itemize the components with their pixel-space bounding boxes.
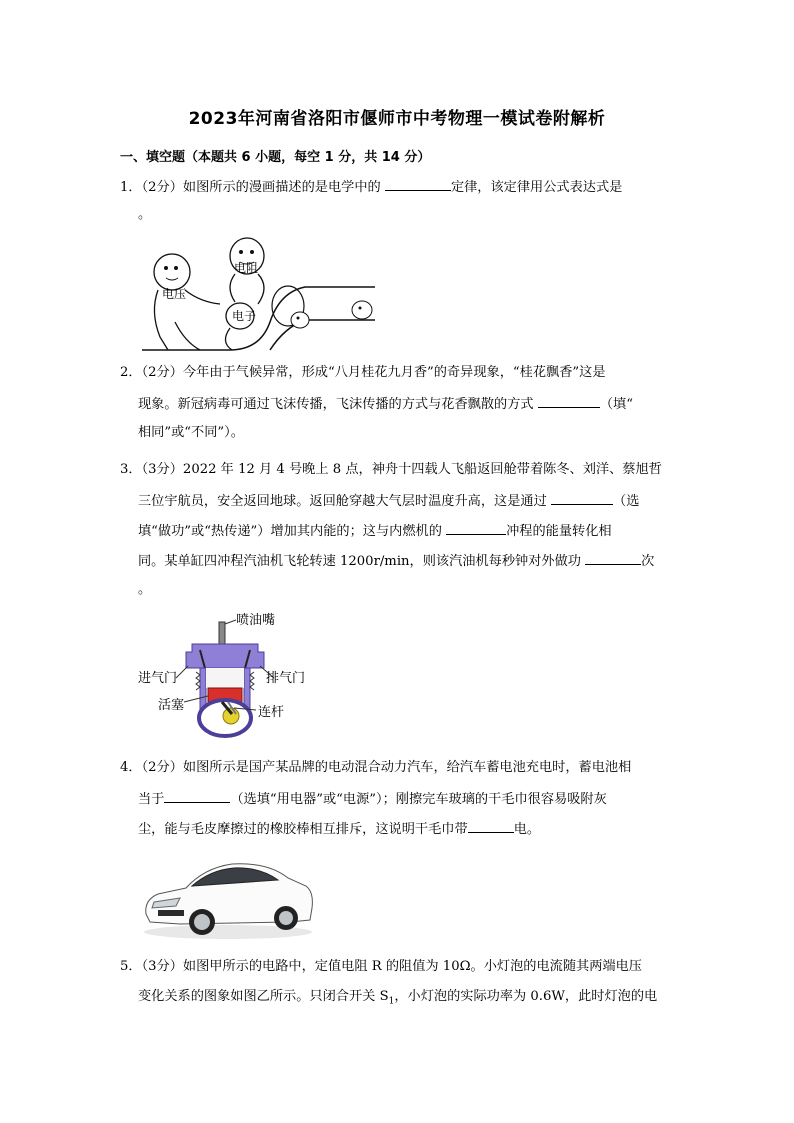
question-4-number: 4． — [120, 760, 142, 775]
question-4-line-3 — [138, 818, 540, 840]
question-3-text-b: 三位宇航员，安全返回地球。返回舱穿越大气层时温度升高，这是通过 — [138, 494, 552, 509]
question-5-subscript: 1 — [388, 996, 395, 1007]
question-5-line-2 — [138, 987, 657, 1012]
label-injector: 喷油嘴 — [236, 613, 276, 628]
label-exhaust-valve: 排气门 — [266, 671, 306, 686]
question-4-text-d: 尘，能与毛皮摩擦过的橡胶棒相互排斥，这说明干毛巾带 — [138, 822, 468, 837]
question-3-blank-3[interactable] — [585, 550, 641, 565]
question-2-text-c: （填“ — [599, 397, 633, 412]
question-1-text-b: 定律，该定律用公式表达式是 — [450, 180, 623, 195]
question-4-text-e: 电。 — [513, 822, 541, 837]
label-piston: 活塞 — [158, 698, 185, 713]
figure-label-voltage: 电压 — [162, 287, 187, 301]
question-3-text-g: 次 — [641, 554, 655, 569]
question-1-line-1 — [120, 176, 622, 198]
question-3-line-5 — [138, 580, 151, 600]
question-4-text-c: （选填“用电器”或“电源”）；刚擦完车玻璃的干毛巾很容易吸附灰 — [230, 792, 607, 807]
question-2-text-d: 相同”或“不同”）。 — [138, 425, 244, 440]
question-3-blank-2[interactable] — [446, 520, 506, 535]
question-2-line-1 — [120, 363, 606, 383]
question-5-text-a: （3分）如图甲所示的电路中，定值电阻 R 的阻值为 10Ω。小灯泡的电流随其两端电压 — [141, 959, 642, 974]
question-3-text-d: 填“做功”或“热传递”）增加其内能的；这与内燃机的 — [138, 524, 447, 539]
question-4-blank-2[interactable] — [468, 818, 514, 833]
question-3-text-e: 冲程的能量转化相 — [506, 524, 612, 539]
hybrid-car-image — [140, 852, 315, 942]
question-5-text-c: ，小灯泡的实际功率为 0.6W，此时灯泡的电 — [394, 989, 658, 1004]
figure-label-resistance: 电阻 — [234, 261, 259, 275]
label-connecting-rod: 连杆 — [258, 705, 285, 720]
document-title: 2023年河南省洛阳市偃师市中考物理一模试卷附解析 — [188, 109, 606, 129]
question-1-number: 1． — [120, 180, 142, 195]
question-1-line-2 — [138, 205, 151, 225]
ohms-law-cartoon-figure — [140, 232, 375, 354]
question-2-line-3 — [138, 423, 244, 443]
question-4-line-1 — [120, 758, 631, 778]
question-5-line-1 — [120, 957, 642, 977]
label-intake-valve: 进气门 — [138, 671, 178, 686]
question-2-text-b: 现象。新冠病毒可通过飞沫传播，飞沫传播的方式与花香飘散的方式 — [138, 397, 538, 412]
question-3-text-c: （选 — [613, 494, 640, 509]
question-1-text-a: （2分）如图所示的漫画描述的是电学中的 — [141, 180, 385, 195]
question-4-line-2 — [138, 788, 607, 810]
question-5-text-b: 变化关系的图象如图乙所示。只闭合开关 S — [138, 989, 389, 1004]
question-1-blank-1[interactable] — [385, 176, 451, 191]
question-4-text-b: 当于 — [138, 792, 165, 807]
question-2-line-2 — [138, 393, 633, 415]
question-4-text-a: （2分）如图所示是国产某品牌的电动混合动力汽车，给汽车蓄电池充电时，蓄电池相 — [141, 760, 632, 775]
question-3-text-a: （3分）2022 年 12 月 4 号晚上 8 点，神舟十四载人飞船返回舱带着陈冬、刘洋、蔡旭哲 — [141, 462, 662, 477]
question-2-text-a: （2分）今年由于气候异常，形成“八月桂花九月香”的奇异现象，“桂花飘香”这是 — [141, 365, 606, 380]
section-heading: 一、填空题（本题共 6 小题，每空 1 分，共 14 分） — [120, 150, 431, 165]
question-2-blank-1[interactable] — [538, 393, 600, 408]
question-2-number: 2． — [120, 365, 142, 380]
question-3-line-2 — [138, 490, 639, 512]
question-1-end: 。 — [138, 207, 152, 222]
engine-cylinder-figure — [136, 610, 316, 745]
question-3-line-3 — [138, 520, 612, 542]
figure-label-electron: 电子 — [232, 309, 257, 323]
question-3-line-1 — [120, 460, 662, 480]
question-3-blank-1[interactable] — [551, 490, 613, 505]
question-3-text-f: 同。某单缸四冲程汽油机飞轮转速 1200r/min，则该汽油机每秒钟对外做功 — [138, 554, 586, 569]
question-4-blank-1[interactable] — [164, 788, 230, 803]
question-3-end: 。 — [138, 582, 152, 597]
question-5-number: 5． — [120, 959, 142, 974]
question-3-line-4 — [138, 550, 654, 572]
question-3-number: 3． — [120, 462, 142, 477]
